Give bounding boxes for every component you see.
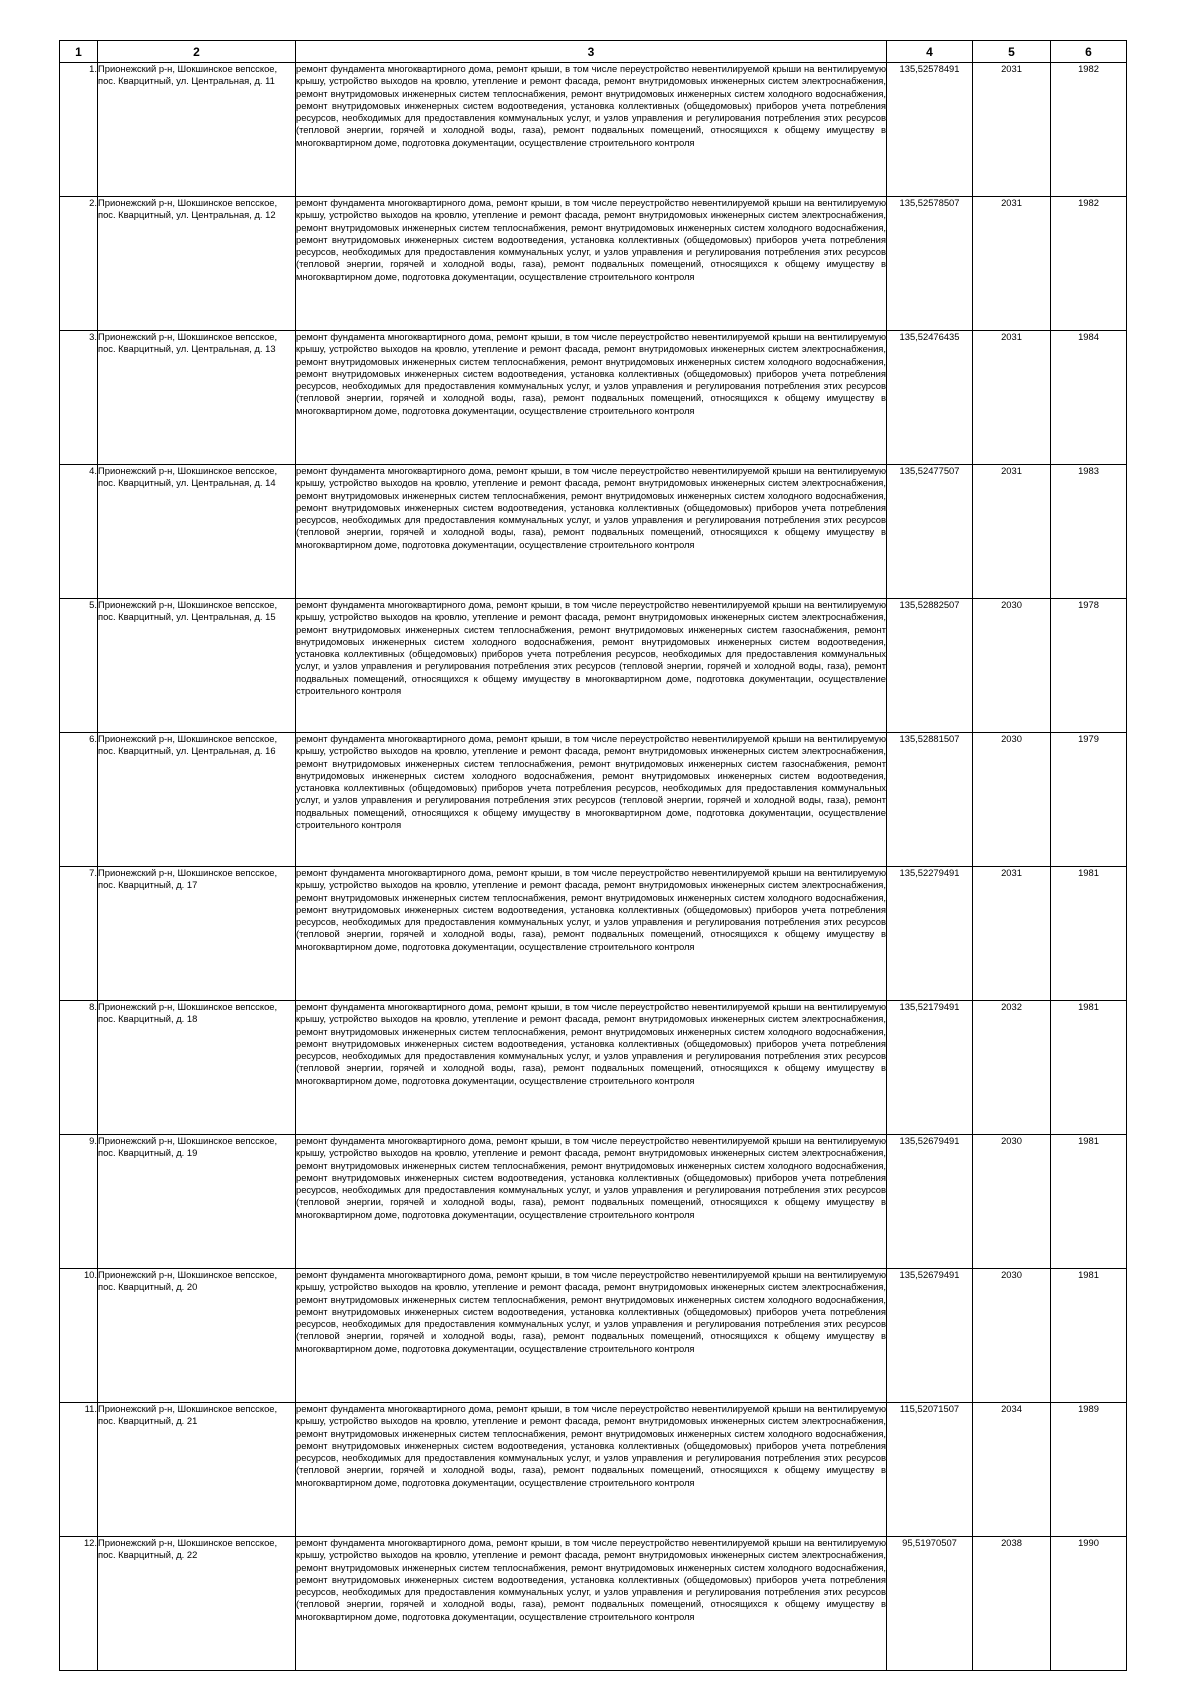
row-number: 4. bbox=[60, 465, 98, 599]
column-header-2: 2 bbox=[98, 41, 296, 63]
table-row bbox=[60, 465, 1127, 599]
address-cell: Прионежский р-н, Шокшинское вепсское, пос. Кварцитный, д. 22 bbox=[98, 1537, 296, 1671]
planned-year-cell: 2031 bbox=[973, 465, 1051, 599]
address-cell: Прионежский р-н, Шокшинское вепсское, пос. Кварцитный, ул. Центральная, д. 11 bbox=[98, 63, 296, 197]
table-row bbox=[60, 1269, 1127, 1403]
column-header-4: 4 bbox=[887, 41, 973, 63]
repair-program-table bbox=[59, 40, 1127, 1671]
planned-year-cell: 2031 bbox=[973, 331, 1051, 465]
built-year-cell: 1981 bbox=[1051, 1269, 1127, 1403]
planned-year-cell: 2030 bbox=[973, 599, 1051, 733]
cost-cell: 135,52679491 bbox=[887, 1269, 973, 1403]
cost-cell: 135,52881507 bbox=[887, 733, 973, 867]
header-row bbox=[60, 41, 1127, 63]
planned-year-cell: 2031 bbox=[973, 63, 1051, 197]
row-number: 10. bbox=[60, 1269, 98, 1403]
address-cell: Прионежский р-н, Шокшинское вепсское, пос. Кварцитный, ул. Центральная, д. 16 bbox=[98, 733, 296, 867]
column-header-3: 3 bbox=[296, 41, 887, 63]
table-row bbox=[60, 1135, 1127, 1269]
built-year-cell: 1978 bbox=[1051, 599, 1127, 733]
cost-cell: 135,52882507 bbox=[887, 599, 973, 733]
built-year-cell: 1981 bbox=[1051, 867, 1127, 1001]
planned-year-cell: 2032 bbox=[973, 1001, 1051, 1135]
cost-cell: 135,52578491 bbox=[887, 63, 973, 197]
address-cell: Прионежский р-н, Шокшинское вепсское, пос. Кварцитный, ул. Центральная, д. 13 bbox=[98, 331, 296, 465]
row-number: 9. bbox=[60, 1135, 98, 1269]
table-row bbox=[60, 1001, 1127, 1135]
built-year-cell: 1990 bbox=[1051, 1537, 1127, 1671]
column-header-5: 5 bbox=[973, 41, 1051, 63]
planned-year-cell: 2030 bbox=[973, 1135, 1051, 1269]
works-description-cell: ремонт фундамента многоквартирного дома, ремонт крыши, в том числе переустройство невентилируемой крыши на вентилируемую крышу, устройство выходов на кровлю, утепление и ремонт фасада, ремонт внутридомовых инженерных систем электроснабжения, ремонт внутридомовых инженерных систем теплоснабжения, ремонт внутридомовых инженерных систем холодного водоснабжения, ремонт внутридомовых инженерных систем водоотведения, установка коллективных (общедомовых) приборов учета потребления ресурсов, необходимых для предоставления коммунальных услуг, и узлов управления и регулирования потребления этих ресурсов (тепловой энергии, горячей и холодной воды, газа), ремонт подвальных помещений, относящихся к общему имуществу в многоквартирном доме, подготовка документации, осуществление строительного контроля bbox=[296, 331, 887, 465]
planned-year-cell: 2031 bbox=[973, 867, 1051, 1001]
works-description-cell: ремонт фундамента многоквартирного дома, ремонт крыши, в том числе переустройство невентилируемой крыши на вентилируемую крышу, устройство выходов на кровлю, утепление и ремонт фасада, ремонт внутридомовых инженерных систем электроснабжения, ремонт внутридомовых инженерных систем теплоснабжения, ремонт внутридомовых инженерных систем холодного водоснабжения, ремонт внутридомовых инженерных систем водоотведения, установка коллективных (общедомовых) приборов учета потребления ресурсов, необходимых для предоставления коммунальных услуг, и узлов управления и регулирования потребления этих ресурсов (тепловой энергии, горячей и холодной воды, газа), ремонт подвальных помещений, относящихся к общему имуществу в многоквартирном доме, подготовка документации, осуществление строительного контроля bbox=[296, 63, 887, 197]
built-year-cell: 1989 bbox=[1051, 1403, 1127, 1537]
works-description-cell: ремонт фундамента многоквартирного дома, ремонт крыши, в том числе переустройство невентилируемой крыши на вентилируемую крышу, устройство выходов на кровлю, утепление и ремонт фасада, ремонт внутридомовых инженерных систем электроснабжения, ремонт внутридомовых инженерных систем теплоснабжения, ремонт внутридомовых инженерных систем холодного водоснабжения, ремонт внутридомовых инженерных систем водоотведения, установка коллективных (общедомовых) приборов учета потребления ресурсов, необходимых для предоставления коммунальных услуг, и узлов управления и регулирования потребления этих ресурсов (тепловой энергии, горячей и холодной воды, газа), ремонт подвальных помещений, относящихся к общему имуществу в многоквартирном доме, подготовка документации, осуществление строительного контроля bbox=[296, 1135, 887, 1269]
planned-year-cell: 2031 bbox=[973, 197, 1051, 331]
row-number: 7. bbox=[60, 867, 98, 1001]
row-number: 12. bbox=[60, 1537, 98, 1671]
address-cell: Прионежский р-н, Шокшинское вепсское, пос. Кварцитный, д. 20 bbox=[98, 1269, 296, 1403]
works-description-cell: ремонт фундамента многоквартирного дома, ремонт крыши, в том числе переустройство невентилируемой крыши на вентилируемую крышу, устройство выходов на кровлю, утепление и ремонт фасада, ремонт внутридомовых инженерных систем электроснабжения, ремонт внутридомовых инженерных систем теплоснабжения, ремонт внутридомовых инженерных систем холодного водоснабжения, ремонт внутридомовых инженерных систем водоотведения, установка коллективных (общедомовых) приборов учета потребления ресурсов, необходимых для предоставления коммунальных услуг, и узлов управления и регулирования потребления этих ресурсов (тепловой энергии, горячей и холодной воды, газа), ремонт подвальных помещений, относящихся к общему имуществу в многоквартирном доме, подготовка документации, осуществление строительного контроля bbox=[296, 1001, 887, 1135]
planned-year-cell: 2030 bbox=[973, 733, 1051, 867]
row-number: 1. bbox=[60, 63, 98, 197]
cost-cell: 95,51970507 bbox=[887, 1537, 973, 1671]
table-row bbox=[60, 197, 1127, 331]
row-number: 8. bbox=[60, 1001, 98, 1135]
cost-cell: 135,52477507 bbox=[887, 465, 973, 599]
built-year-cell: 1982 bbox=[1051, 63, 1127, 197]
table-row bbox=[60, 1403, 1127, 1537]
row-number: 3. bbox=[60, 331, 98, 465]
cost-cell: 135,52179491 bbox=[887, 1001, 973, 1135]
built-year-cell: 1983 bbox=[1051, 465, 1127, 599]
table-row bbox=[60, 867, 1127, 1001]
table-row bbox=[60, 63, 1127, 197]
address-cell: Прионежский р-н, Шокшинское вепсское, пос. Кварцитный, д. 21 bbox=[98, 1403, 296, 1537]
cost-cell: 135,52679491 bbox=[887, 1135, 973, 1269]
cost-cell: 135,52279491 bbox=[887, 867, 973, 1001]
works-description-cell: ремонт фундамента многоквартирного дома, ремонт крыши, в том числе переустройство невентилируемой крыши на вентилируемую крышу, устройство выходов на кровлю, утепление и ремонт фасада, ремонт внутридомовых инженерных систем электроснабжения, ремонт внутридомовых инженерных систем теплоснабжения, ремонт внутридомовых инженерных систем холодного водоснабжения, ремонт внутридомовых инженерных систем водоотведения, установка коллективных (общедомовых) приборов учета потребления ресурсов, необходимых для предоставления коммунальных услуг, и узлов управления и регулирования потребления этих ресурсов (тепловой энергии, горячей и холодной воды, газа), ремонт подвальных помещений, относящихся к общему имуществу в многоквартирном доме, подготовка документации, осуществление строительного контроля bbox=[296, 1537, 887, 1671]
cost-cell: 135,52578507 bbox=[887, 197, 973, 331]
address-cell: Прионежский р-н, Шокшинское вепсское, пос. Кварцитный, ул. Центральная, д. 12 bbox=[98, 197, 296, 331]
row-number: 5. bbox=[60, 599, 98, 733]
address-cell: Прионежский р-н, Шокшинское вепсское, пос. Кварцитный, д. 19 bbox=[98, 1135, 296, 1269]
address-cell: Прионежский р-н, Шокшинское вепсское, пос. Кварцитный, д. 18 bbox=[98, 1001, 296, 1135]
row-number: 6. bbox=[60, 733, 98, 867]
column-header-1: 1 bbox=[60, 41, 98, 63]
built-year-cell: 1984 bbox=[1051, 331, 1127, 465]
works-description-cell: ремонт фундамента многоквартирного дома, ремонт крыши, в том числе переустройство невентилируемой крыши на вентилируемую крышу, устройство выходов на кровлю, утепление и ремонт фасада, ремонт внутридомовых инженерных систем электроснабжения, ремонт внутридомовых инженерных систем теплоснабжения, ремонт внутридомовых инженерных систем газоснабжения, ремонт внутридомовых инженерных систем холодного водоснабжения, ремонт внутридомовых инженерных систем водоотведения, установка коллективных (общедомовых) приборов учета потребления ресурсов, необходимых для предоставления коммунальных услуг, и узлов управления и регулирования потребления этих ресурсов (тепловой энергии, горячей и холодной воды, газа), ремонт подвальных помещений, относящихся к общему имуществу в многоквартирном доме, подготовка документации, осуществление строительного контроля bbox=[296, 599, 887, 733]
built-year-cell: 1982 bbox=[1051, 197, 1127, 331]
built-year-cell: 1981 bbox=[1051, 1135, 1127, 1269]
address-cell: Прионежский р-н, Шокшинское вепсское, пос. Кварцитный, ул. Центральная, д. 15 bbox=[98, 599, 296, 733]
works-description-cell: ремонт фундамента многоквартирного дома, ремонт крыши, в том числе переустройство невентилируемой крыши на вентилируемую крышу, устройство выходов на кровлю, утепление и ремонт фасада, ремонт внутридомовых инженерных систем электроснабжения, ремонт внутридомовых инженерных систем теплоснабжения, ремонт внутридомовых инженерных систем холодного водоснабжения, ремонт внутридомовых инженерных систем водоотведения, установка коллективных (общедомовых) приборов учета потребления ресурсов, необходимых для предоставления коммунальных услуг, и узлов управления и регулирования потребления этих ресурсов (тепловой энергии, горячей и холодной воды, газа), ремонт подвальных помещений, относящихся к общему имуществу в многоквартирном доме, подготовка документации, осуществление строительного контроля bbox=[296, 465, 887, 599]
row-number: 11. bbox=[60, 1403, 98, 1537]
column-header-6: 6 bbox=[1051, 41, 1127, 63]
planned-year-cell: 2034 bbox=[973, 1403, 1051, 1537]
works-description-cell: ремонт фундамента многоквартирного дома, ремонт крыши, в том числе переустройство невентилируемой крыши на вентилируемую крышу, устройство выходов на кровлю, утепление и ремонт фасада, ремонт внутридомовых инженерных систем электроснабжения, ремонт внутридомовых инженерных систем теплоснабжения, ремонт внутридомовых инженерных систем холодного водоснабжения, ремонт внутридомовых инженерных систем водоотведения, установка коллективных (общедомовых) приборов учета потребления ресурсов, необходимых для предоставления коммунальных услуг, и узлов управления и регулирования потребления этих ресурсов (тепловой энергии, горячей и холодной воды, газа), ремонт подвальных помещений, относящихся к общему имуществу в многоквартирном доме, подготовка документации, осуществление строительного контроля bbox=[296, 1403, 887, 1537]
works-description-cell: ремонт фундамента многоквартирного дома, ремонт крыши, в том числе переустройство невентилируемой крыши на вентилируемую крышу, устройство выходов на кровлю, утепление и ремонт фасада, ремонт внутридомовых инженерных систем электроснабжения, ремонт внутридомовых инженерных систем теплоснабжения, ремонт внутридомовых инженерных систем холодного водоснабжения, ремонт внутридомовых инженерных систем водоотведения, установка коллективных (общедомовых) приборов учета потребления ресурсов, необходимых для предоставления коммунальных услуг, и узлов управления и регулирования потребления этих ресурсов (тепловой энергии, горячей и холодной воды, газа), ремонт подвальных помещений, относящихся к общему имуществу в многоквартирном доме, подготовка документации, осуществление строительного контроля bbox=[296, 867, 887, 1001]
address-cell: Прионежский р-н, Шокшинское вепсское, пос. Кварцитный, ул. Центральная, д. 14 bbox=[98, 465, 296, 599]
built-year-cell: 1981 bbox=[1051, 1001, 1127, 1135]
table-row bbox=[60, 1537, 1127, 1671]
cost-cell: 135,52476435 bbox=[887, 331, 973, 465]
table-row bbox=[60, 599, 1127, 733]
works-description-cell: ремонт фундамента многоквартирного дома, ремонт крыши, в том числе переустройство невентилируемой крыши на вентилируемую крышу, устройство выходов на кровлю, утепление и ремонт фасада, ремонт внутридомовых инженерных систем электроснабжения, ремонт внутридомовых инженерных систем теплоснабжения, ремонт внутридомовых инженерных систем холодного водоснабжения, ремонт внутридомовых инженерных систем водоотведения, установка коллективных (общедомовых) приборов учета потребления ресурсов, необходимых для предоставления коммунальных услуг, и узлов управления и регулирования потребления этих ресурсов (тепловой энергии, горячей и холодной воды, газа), ремонт подвальных помещений, относящихся к общему имуществу в многоквартирном доме, подготовка документации, осуществление строительного контроля bbox=[296, 197, 887, 331]
table-row bbox=[60, 733, 1127, 867]
cost-cell: 115,52071507 bbox=[887, 1403, 973, 1537]
table-row bbox=[60, 331, 1127, 465]
works-description-cell: ремонт фундамента многоквартирного дома, ремонт крыши, в том числе переустройство невентилируемой крыши на вентилируемую крышу, устройство выходов на кровлю, утепление и ремонт фасада, ремонт внутридомовых инженерных систем электроснабжения, ремонт внутридомовых инженерных систем теплоснабжения, ремонт внутридомовых инженерных систем газоснабжения, ремонт внутридомовых инженерных систем холодного водоснабжения, ремонт внутридомовых инженерных систем водоотведения, установка коллективных (общедомовых) приборов учета потребления ресурсов, необходимых для предоставления коммунальных услуг, и узлов управления и регулирования потребления этих ресурсов (тепловой энергии, горячей и холодной воды, газа), ремонт подвальных помещений, относящихся к общему имуществу в многоквартирном доме, подготовка документации, осуществление строительного контроля bbox=[296, 733, 887, 867]
address-cell: Прионежский р-н, Шокшинское вепсское, пос. Кварцитный, д. 17 bbox=[98, 867, 296, 1001]
row-number: 2. bbox=[60, 197, 98, 331]
planned-year-cell: 2030 bbox=[973, 1269, 1051, 1403]
built-year-cell: 1979 bbox=[1051, 733, 1127, 867]
works-description-cell: ремонт фундамента многоквартирного дома, ремонт крыши, в том числе переустройство невентилируемой крыши на вентилируемую крышу, устройство выходов на кровлю, утепление и ремонт фасада, ремонт внутридомовых инженерных систем электроснабжения, ремонт внутридомовых инженерных систем теплоснабжения, ремонт внутридомовых инженерных систем холодного водоснабжения, ремонт внутридомовых инженерных систем водоотведения, установка коллективных (общедомовых) приборов учета потребления ресурсов, необходимых для предоставления коммунальных услуг, и узлов управления и регулирования потребления этих ресурсов (тепловой энергии, горячей и холодной воды, газа), ремонт подвальных помещений, относящихся к общему имуществу в многоквартирном доме, подготовка документации, осуществление строительного контроля bbox=[296, 1269, 887, 1403]
planned-year-cell: 2038 bbox=[973, 1537, 1051, 1671]
